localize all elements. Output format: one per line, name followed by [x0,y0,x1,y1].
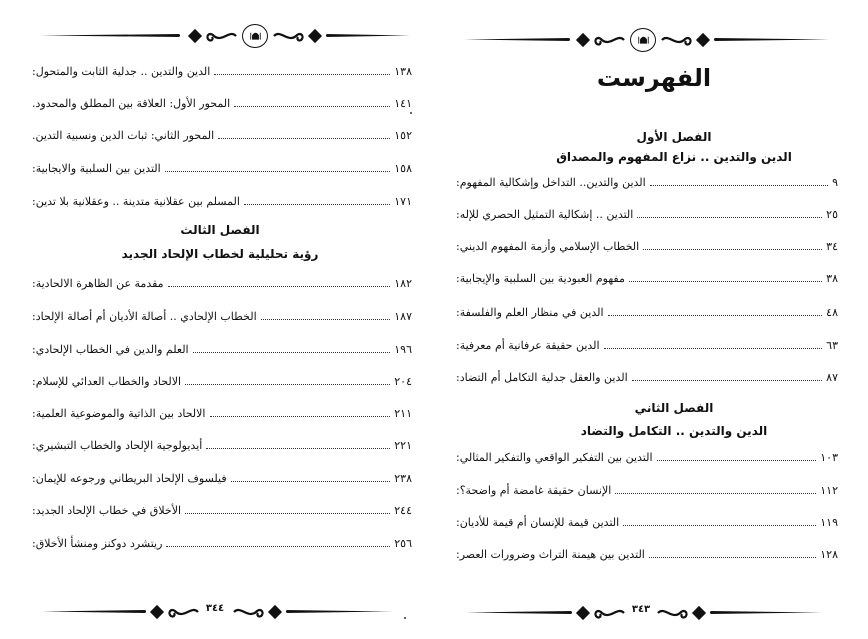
toc-entry[interactable] [456,370,838,386]
toc-entry[interactable] [32,309,412,325]
toc-entry[interactable] [456,305,838,321]
dot-leader [206,438,390,449]
rule-line [42,610,146,613]
diamond-icon [308,29,322,43]
mosque-emblem-icon [630,28,656,52]
entry-title: فيلسوف الإلحاد البريطاني ورجوعه للإيمان: [32,472,227,485]
toc-entry[interactable] [32,536,412,552]
page-number: ١١٩ [820,516,838,529]
dot-leader [214,64,390,75]
toc-entry[interactable] [456,338,838,354]
entry-title: العلم والدين في الخطاب الإلحادي: [32,343,189,356]
page-number: ١١٢ [820,484,838,497]
entry-title: المحور الأول: العلاقة بين المطلق والمحدود. [32,97,231,110]
page-number: ٢٤٤ [394,504,412,517]
entry-title: الدين والتدين .. جدلية الثابت والمتحول: [32,65,211,78]
diamond-icon [692,606,706,620]
entry-title: الدين في منظار العلم والفلسفة: [456,306,604,319]
dot-leader [218,128,390,139]
entry-title: الالحاد والخطاب العدائي للإسلام: [32,375,182,388]
scroll-flourish-icon [204,27,238,45]
rule-line [466,611,572,614]
entry-title: الخطاب الإسلامي وأزمة المفهوم الديني: [456,240,640,253]
page-number: ٣٨ [826,272,838,285]
dot-leader [608,305,823,316]
scroll-flourish-icon [592,604,626,622]
entry-title: مفهوم العبودية بين السلبية والإيجابية: [456,272,625,285]
dot-leader [637,207,822,218]
toc-entry[interactable] [456,271,838,287]
page-number: ١٥٨ [394,162,412,175]
right-page [440,0,868,639]
toc-entry[interactable] [32,471,412,487]
entry-title: الأخلاق في خطاب الإلحاد الجديد: [32,504,182,517]
entry-title: المحور الثاني: ثبات الدين ونسبية التدين. [32,129,215,142]
page-number: ٢٥ [826,208,838,221]
dot-leader [185,374,390,385]
dot-leader [165,161,391,172]
diamond-icon [150,605,164,619]
header-ornament [464,28,830,52]
page-number: ٢٣٨ [394,472,412,485]
rule-line [286,610,394,613]
scroll-flourish-icon [656,604,690,622]
entry-title: أيديولوجية الإلحاد والخطاب التبشيري: [32,439,203,452]
toc-entry[interactable] [456,207,838,223]
page-title: الفهرست [596,64,712,92]
dot-leader [185,503,390,514]
toc-entry[interactable] [32,438,412,454]
entry-title: المسلم بين عقلانية متدينة .. وعقلانية بلا تدين: [32,195,240,208]
entry-title: الدين حقيقة عرفانية أم معرفية: [456,339,600,352]
page-number: ٢٥٦ [394,537,412,550]
diamond-icon [188,29,202,43]
page-number: ١٩٦ [394,343,412,356]
rule-line [326,34,410,37]
mosque-emblem-icon [242,24,268,48]
dot-leader [231,471,391,482]
entry-title: التدين قيمة للإنسان أم قيمة للأديان: [456,516,620,529]
dot-leader [650,175,828,186]
page-number: ١٥٢ [394,129,412,142]
rule-line [710,611,822,614]
dot-leader [166,536,390,547]
chapter-subtitle: الدين والتدين .. التكامل والتضاد [580,424,768,438]
entry-title: الإنسان حقيقة غامضة أم واضحة؟: [456,484,612,497]
dot-leader [234,96,390,107]
dot-leader [615,483,816,494]
entry-title: التدين بين التفكير الواقعي والتفكير المثالي: [456,451,653,464]
dot-leader [623,515,816,526]
scroll-flourish-icon [272,27,306,45]
dot-leader [244,194,390,205]
page-number-footer: ٣٤٣ [631,604,651,615]
rule-line [464,38,570,41]
page-number: ٨٧ [826,371,838,384]
toc-entry[interactable] [456,515,838,531]
toc-entry[interactable] [456,239,838,255]
dot-leader [261,309,391,320]
entry-title: الالحاد بين الذاتية والموضوعية العلمية: [32,407,206,420]
dot-leader [649,547,816,558]
page-number: ٦٣ [826,339,838,352]
toc-entry[interactable] [32,64,412,80]
page-number: ١٧١ [394,195,412,208]
page-number: ٢١١ [394,407,412,420]
diamond-icon [696,33,710,47]
scroll-flourish-icon [592,31,626,49]
page-number: ٤٨ [826,306,838,319]
dot-leader [657,450,817,461]
chapter-subtitle: رؤية تحليلية لخطاب الإلحاد الجديد [121,247,319,261]
diamond-icon [576,33,590,47]
toc-entry[interactable] [456,547,838,563]
dot-leader [643,239,822,250]
toc-entry[interactable] [32,503,412,519]
dot-leader [193,342,391,353]
rule-line [40,34,180,37]
page-number-footer: ٣٤٤ [205,603,225,614]
entry-title: الخطاب الإلحادي .. أصالة الأديان أم أصالة الإلحاد: [32,310,257,323]
entry-title: الدين والعقل جدلية التكامل أم التضاد: [456,371,628,384]
scroll-flourish-icon [660,31,694,49]
toc-entry[interactable] [456,175,838,191]
toc-entry[interactable] [32,194,412,210]
toc-entry[interactable] [456,483,838,499]
chapter-subtitle: الدين والتدين .. نزاع المفهوم والمصداق [556,150,792,164]
header-ornament [40,24,410,48]
page-number: ١٤١ [394,97,412,110]
entry-title: التدين بين هيمنة التراث وضرورات العصر: [456,548,645,561]
entry-title: التدين بين السلبية والايجابية: [32,162,161,175]
chapter-heading: الفصل الثالث [180,223,260,237]
toc-entry[interactable] [32,161,412,177]
toc-entry[interactable] [456,450,838,466]
footer-ornament [466,601,822,625]
dot-leader [210,406,391,417]
rule-line [714,38,830,41]
dot-leader [632,370,823,381]
page-number: ٣٤ [826,240,838,253]
footer-ornament [42,600,402,624]
toc-entry[interactable] [32,374,412,390]
dot-leader [168,276,391,287]
scroll-flourish-icon [232,603,266,621]
toc-entry[interactable] [32,276,412,292]
stray-mark [404,617,406,619]
dot-leader [629,271,822,282]
diamond-icon [268,605,282,619]
dot-leader [604,338,823,349]
page-number: ١٨٢ [394,277,412,290]
toc-entry[interactable] [32,342,412,358]
page-number: ١٢٨ [820,548,838,561]
toc-entry[interactable] [32,96,412,112]
scroll-flourish-icon [166,603,200,621]
page-number: ١٠٣ [820,451,838,464]
chapter-heading: الفصل الأول [636,130,712,144]
toc-entry[interactable] [32,128,412,144]
page-number: ١٨٧ [394,310,412,323]
toc-entry[interactable] [32,406,412,422]
stray-mark [410,112,412,114]
entry-title: مقدمة عن الظاهرة الالحادية: [32,277,164,290]
entry-title: التدين .. إشكالية التمثيل الحصري للإله: [456,208,634,221]
page-number: ٩ [832,176,838,189]
chapter-heading: الفصل الثاني [634,401,714,415]
page-number: ٢٢١ [394,439,412,452]
page-number: ١٣٨ [394,65,412,78]
page-number: ٢٠٤ [394,375,412,388]
entry-title: الدين والتدين.. التداخل وإشكالية المفهوم: [456,176,646,189]
entry-title: ريتشرد دوكنز ومنشأ الأخلاق: [32,537,163,550]
diamond-icon [576,606,590,620]
